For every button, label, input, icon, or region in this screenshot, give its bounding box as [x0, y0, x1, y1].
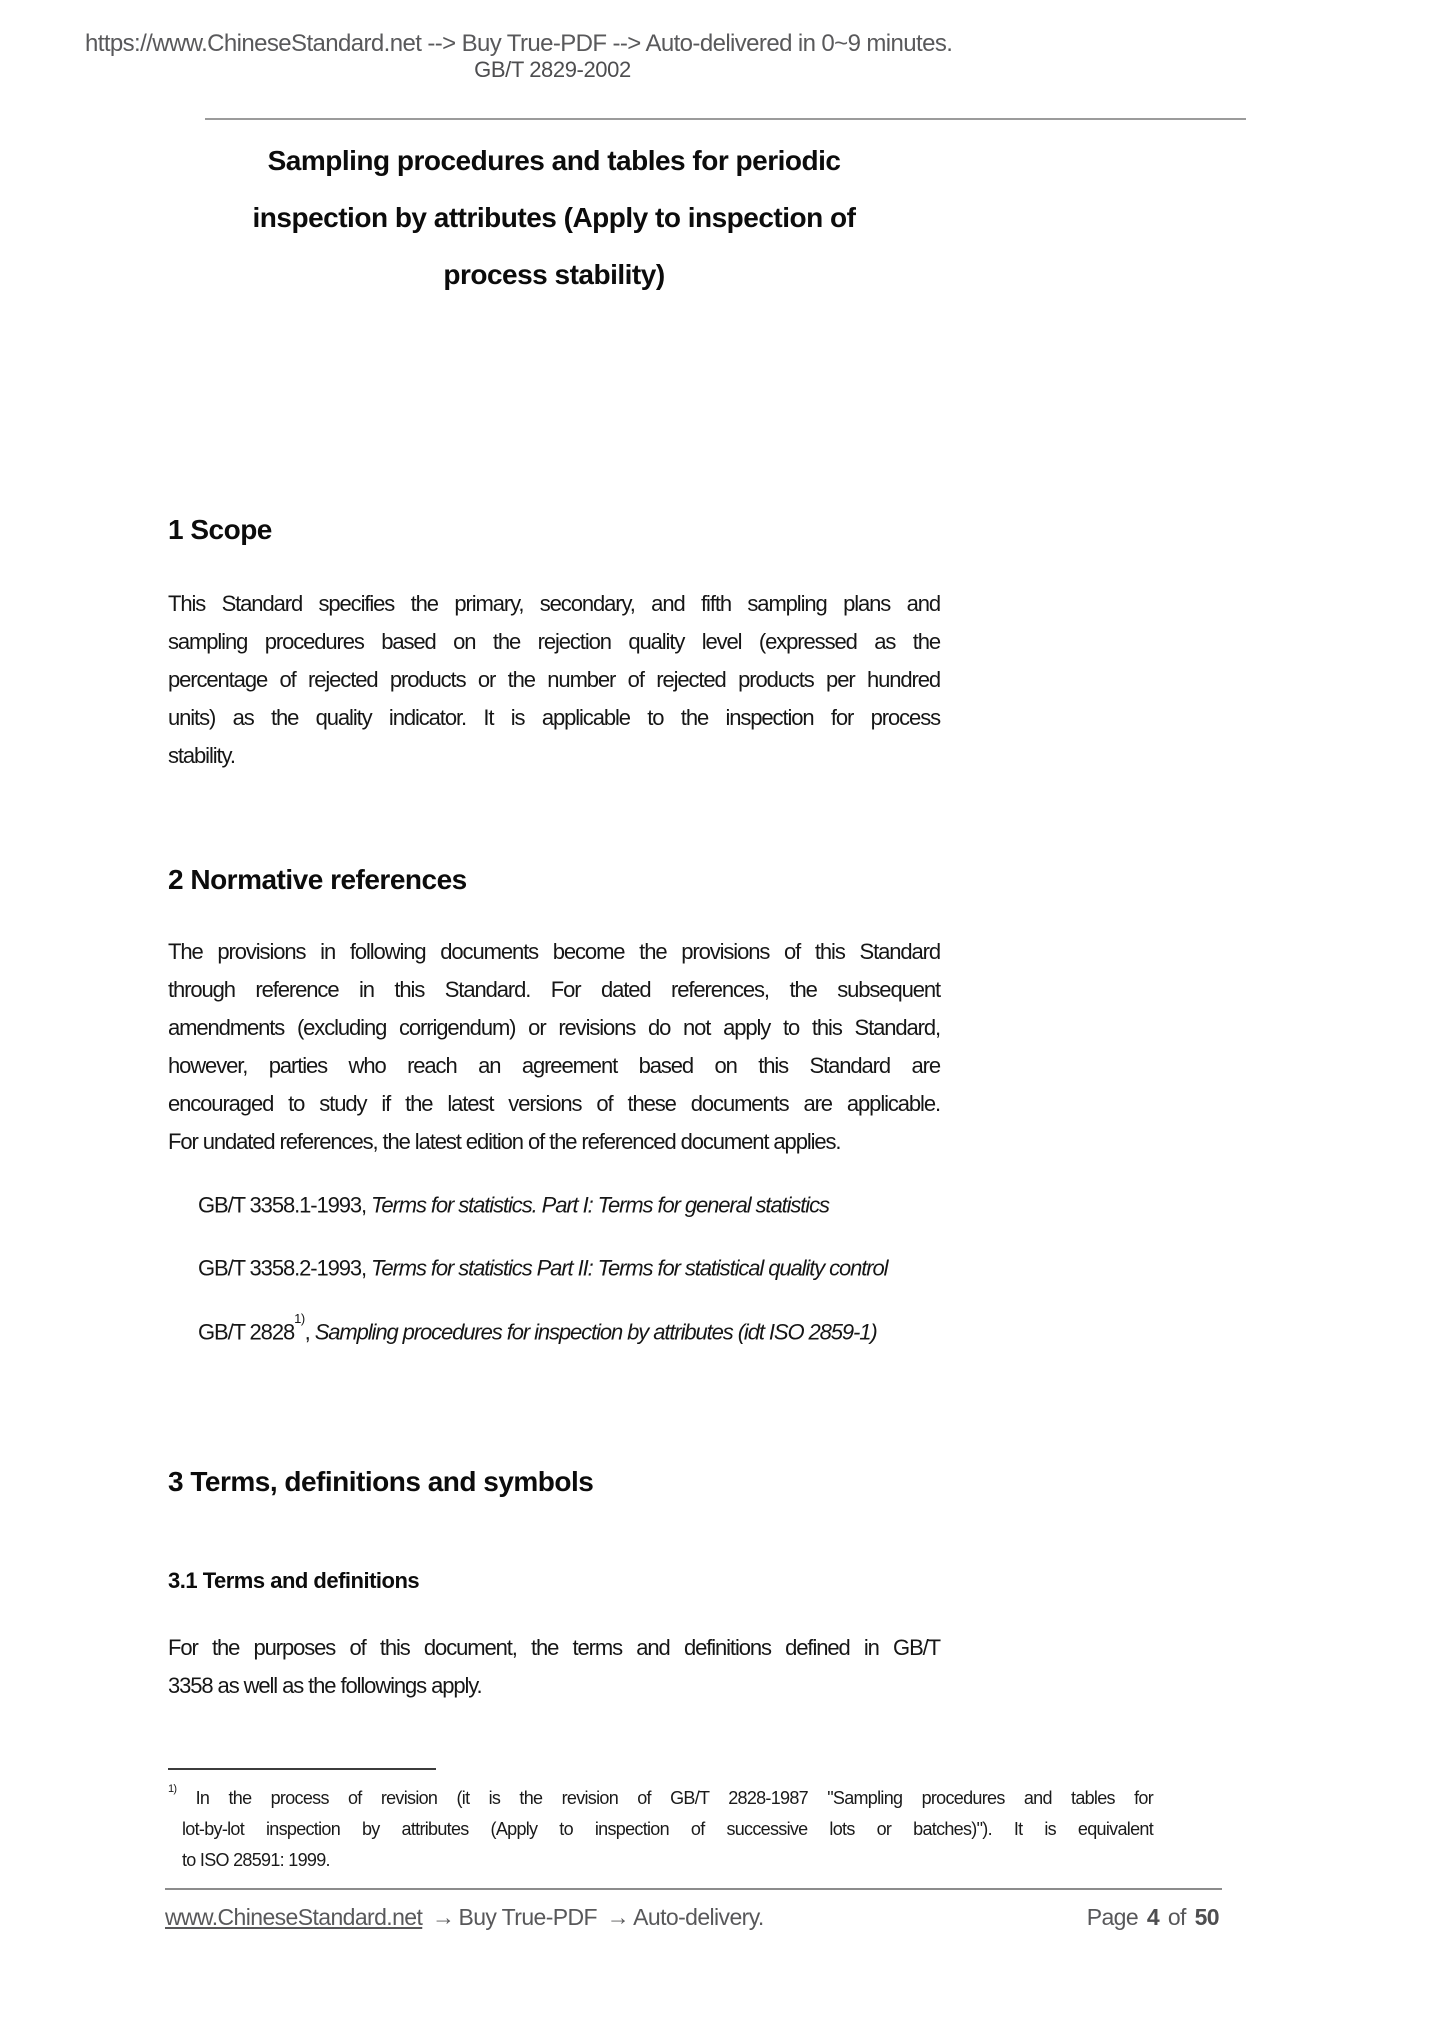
- page-indicator: [1087, 1904, 1222, 1931]
- reference-title: Sampling procedures for inspection by attributes (idt ISO 2859-1): [314, 1318, 877, 1344]
- page-current: 4: [1146, 1904, 1160, 1930]
- text-line: sampling procedures based on the rejection quality level (expressed as the: [168, 629, 940, 654]
- text-line: For the purposes of this document, the terms and definitions defined in GB/T: [168, 1635, 940, 1660]
- footer-divider: [165, 1888, 1222, 1890]
- text-line: stability.: [168, 743, 235, 768]
- footer-buy-text: Buy True-PDF: [458, 1904, 597, 1930]
- normative-references-paragraph: [168, 933, 940, 1161]
- text-line: units) as the quality indicator. It is applicable to the inspection for process: [168, 705, 940, 730]
- footnote-line: to ISO 28591: 1999.: [182, 1850, 330, 1870]
- reference-item: [198, 1244, 940, 1287]
- document-title: [168, 132, 940, 303]
- text-line: 3358 as well as the followings apply.: [168, 1673, 482, 1698]
- text-line: however, parties who reach an agreement based on this Standard are: [168, 1053, 940, 1078]
- page-label: Page: [1086, 1904, 1139, 1930]
- text-line: percentage of rejected products or the number of rejected products per hundred: [168, 667, 940, 692]
- document-code: GB/T 2829-2002: [474, 57, 631, 82]
- reference-code: GB/T 3358.2-1993,: [198, 1255, 367, 1281]
- site-link[interactable]: www.ChineseStandard.net: [165, 1904, 423, 1930]
- page-of-label: of: [1167, 1904, 1186, 1930]
- scope-paragraph: [168, 585, 940, 775]
- terms-paragraph: [168, 1629, 940, 1705]
- reference-title: Terms for statistics Part II: Terms for statistical quality control: [371, 1255, 888, 1281]
- text-line: encouraged to study if the latest versions of these documents are applicable.: [168, 1091, 940, 1116]
- page-total: 50: [1194, 1904, 1219, 1930]
- arrow-icon: →: [606, 1904, 630, 1930]
- footnote: [168, 1768, 1153, 1876]
- header-url-text: https://www.ChineseStandard.net --> Buy True-PDF --> Auto-delivered in 0~9 minutes.: [85, 30, 953, 57]
- footer-left: [165, 1904, 764, 1931]
- reference-item: [198, 1181, 940, 1224]
- reference-title: Terms for statistics. Part I: Terms for general statistics: [371, 1192, 829, 1218]
- terms-subheading: 3.1 Terms and definitions: [168, 1568, 420, 1593]
- title-line: Sampling procedures and tables for periodic: [267, 145, 841, 176]
- reference-code: GB/T 2828: [198, 1318, 295, 1344]
- reference-item: GB/T 2828$^{1)}$, Sampling procedures for inspection by attributes (idt ISO 2859-1): [198, 1310, 877, 1344]
- title-line: inspection by attributes (Apply to inspection of: [252, 202, 856, 233]
- footnote-line: lot-by-lot inspection by attributes (Apply to inspection of successive lots or batches)"). It is equivalent: [182, 1819, 1153, 1839]
- reference-footnote-marker: 1): [294, 1310, 305, 1326]
- reference-code: GB/T 3358.1-1993,: [198, 1192, 367, 1218]
- text-line: For undated references, the latest edition of the referenced document applies.: [168, 1129, 841, 1154]
- footnote-marker: 1): [168, 1783, 177, 1795]
- title-line: process stability): [443, 259, 665, 290]
- text-line: through reference in this Standard. For dated references, the subsequent: [168, 977, 940, 1002]
- text-line: This Standard specifies the primary, secondary, and fifth sampling plans and: [168, 591, 940, 616]
- footer: [165, 1904, 1222, 1931]
- reference-list: [198, 1181, 940, 1371]
- footnote-line: $^{1)}$ In the process of revision (it is the revision of GB/T 2828-1987 "Sampling procedures and tables for: [168, 1783, 1153, 1808]
- footer-delivery-text: Auto-delivery.: [633, 1904, 764, 1930]
- normative-references-heading: 2 Normative references: [168, 864, 467, 895]
- footnote-divider: [168, 1768, 436, 1770]
- text-line: amendments (excluding corrigendum) or revisions do not apply to this Standard,: [168, 1015, 940, 1040]
- terms-heading: 3 Terms, definitions and symbols: [168, 1466, 594, 1497]
- header-divider: [205, 118, 1246, 120]
- scope-heading: 1 Scope: [168, 514, 272, 545]
- arrow-icon: →: [432, 1904, 455, 1930]
- text-line: The provisions in following documents become the provisions of this Standard: [168, 939, 940, 964]
